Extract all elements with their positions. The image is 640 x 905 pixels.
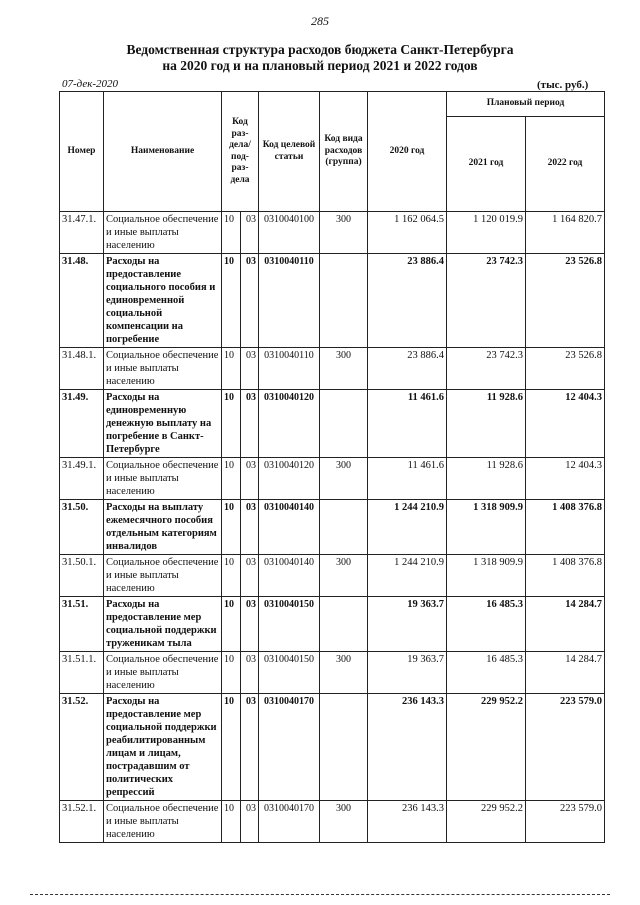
row-section: 10 <box>222 254 241 348</box>
row-amount-2022: 14 284.7 <box>526 652 605 694</box>
row-amount-2022: 1 408 376.8 <box>526 555 605 597</box>
row-section: 10 <box>222 597 241 652</box>
document-title <box>0 42 640 74</box>
row-subsection: 03 <box>241 555 259 597</box>
row-kind-code <box>320 254 368 348</box>
units-note: (тыс. руб.) <box>537 79 589 91</box>
row-number: 31.48. <box>60 254 104 348</box>
row-amount-2022: 1 164 820.7 <box>526 212 605 254</box>
row-subsection: 03 <box>241 694 259 801</box>
row-section: 10 <box>222 555 241 597</box>
row-target-code: 0310040110 <box>259 254 320 348</box>
row-amount-2021: 229 952.2 <box>447 694 526 801</box>
row-amount-2020: 23 886.4 <box>368 348 447 390</box>
table-row <box>60 348 605 390</box>
row-amount-2021: 1 318 909.9 <box>447 500 526 555</box>
row-amount-2022: 23 526.8 <box>526 348 605 390</box>
row-number: 31.47.1. <box>60 212 104 254</box>
row-target-code: 0310040100 <box>259 212 320 254</box>
header-year-2022: 2022 год <box>526 117 605 212</box>
row-amount-2021: 16 485.3 <box>447 652 526 694</box>
row-subsection: 03 <box>241 254 259 348</box>
table-row <box>60 212 605 254</box>
page-number: 285 <box>311 14 329 28</box>
header-year-2021: 2021 год <box>447 117 526 212</box>
table-header <box>60 92 605 212</box>
row-number: 31.51. <box>60 597 104 652</box>
table-body <box>60 212 605 843</box>
row-amount-2021: 23 742.3 <box>447 348 526 390</box>
row-amount-2020: 236 143.3 <box>368 694 447 801</box>
row-subsection: 03 <box>241 652 259 694</box>
row-amount-2021: 1 120 019.9 <box>447 212 526 254</box>
row-kind-code: 300 <box>320 458 368 500</box>
row-number: 31.52. <box>60 694 104 801</box>
row-kind-code: 300 <box>320 652 368 694</box>
row-amount-2021: 23 742.3 <box>447 254 526 348</box>
row-number: 31.49.1. <box>60 458 104 500</box>
row-section: 10 <box>222 458 241 500</box>
row-section: 10 <box>222 390 241 458</box>
table-row <box>60 597 605 652</box>
row-amount-2022: 223 579.0 <box>526 694 605 801</box>
table-row <box>60 458 605 500</box>
row-number: 31.48.1. <box>60 348 104 390</box>
row-amount-2021: 229 952.2 <box>447 801 526 843</box>
table-row <box>60 390 605 458</box>
header-name: Наименование <box>104 92 222 212</box>
footer-divider <box>30 894 610 897</box>
row-name: Социальное обеспечение и иные выплаты населению <box>104 212 222 254</box>
row-amount-2022: 12 404.3 <box>526 390 605 458</box>
row-name: Социальное обеспечение и иные выплаты населению <box>104 348 222 390</box>
budget-table <box>59 91 605 843</box>
row-number: 31.49. <box>60 390 104 458</box>
header-kind-code: Код вида расходов (группа) <box>320 92 368 212</box>
row-name: Расходы на единовременную денежную выплату на погребение в Санкт-Петербурге <box>104 390 222 458</box>
row-amount-2020: 23 886.4 <box>368 254 447 348</box>
row-name: Социальное обеспечение и иные выплаты населению <box>104 555 222 597</box>
row-name: Расходы на предоставление мер социальной поддержки труженикам тыла <box>104 597 222 652</box>
table-row <box>60 652 605 694</box>
row-subsection: 03 <box>241 212 259 254</box>
row-kind-code <box>320 390 368 458</box>
row-name: Социальное обеспечение и иные выплаты населению <box>104 652 222 694</box>
row-amount-2020: 19 363.7 <box>368 597 447 652</box>
row-section: 10 <box>222 694 241 801</box>
row-subsection: 03 <box>241 801 259 843</box>
table-row <box>60 694 605 801</box>
row-target-code: 0310040110 <box>259 348 320 390</box>
document-date: 07-дек-2020 <box>62 78 119 90</box>
row-amount-2021: 16 485.3 <box>447 597 526 652</box>
row-section: 10 <box>222 500 241 555</box>
row-amount-2022: 12 404.3 <box>526 458 605 500</box>
title-line-2: на 2020 год и на плановый период 2021 и 2022 годов <box>162 58 478 73</box>
row-amount-2020: 11 461.6 <box>368 390 447 458</box>
row-kind-code: 300 <box>320 348 368 390</box>
row-section: 10 <box>222 212 241 254</box>
row-section: 10 <box>222 652 241 694</box>
row-subsection: 03 <box>241 458 259 500</box>
row-amount-2021: 11 928.6 <box>447 390 526 458</box>
row-kind-code: 300 <box>320 801 368 843</box>
header-target-code: Код целевой статьи <box>259 92 320 212</box>
row-amount-2021: 1 318 909.9 <box>447 555 526 597</box>
row-name: Расходы на предоставление мер социальной поддержки реабилитированным лицам и лицам, пострадавшим от политических репрессий <box>104 694 222 801</box>
row-target-code: 0310040150 <box>259 652 320 694</box>
row-subsection: 03 <box>241 390 259 458</box>
row-name: Социальное обеспечение и иные выплаты населению <box>104 458 222 500</box>
row-amount-2020: 236 143.3 <box>368 801 447 843</box>
row-amount-2022: 23 526.8 <box>526 254 605 348</box>
header-section-code: Код раз-дела/ под-раз-дела <box>222 92 259 212</box>
table-row <box>60 500 605 555</box>
row-target-code: 0310040150 <box>259 597 320 652</box>
row-kind-code <box>320 694 368 801</box>
row-kind-code <box>320 500 368 555</box>
header-number: Номер <box>60 92 104 212</box>
row-amount-2020: 19 363.7 <box>368 652 447 694</box>
row-subsection: 03 <box>241 597 259 652</box>
row-kind-code: 300 <box>320 212 368 254</box>
row-amount-2020: 1 244 210.9 <box>368 500 447 555</box>
row-kind-code <box>320 597 368 652</box>
row-amount-2020: 1 162 064.5 <box>368 212 447 254</box>
row-number: 31.50. <box>60 500 104 555</box>
row-amount-2020: 11 461.6 <box>368 458 447 500</box>
row-name: Социальное обеспечение и иные выплаты населению <box>104 801 222 843</box>
row-section: 10 <box>222 348 241 390</box>
row-number: 31.50.1. <box>60 555 104 597</box>
header-year-2020: 2020 год <box>368 92 447 212</box>
table-row <box>60 801 605 843</box>
row-target-code: 0310040170 <box>259 694 320 801</box>
row-target-code: 0310040120 <box>259 458 320 500</box>
row-number: 31.52.1. <box>60 801 104 843</box>
row-subsection: 03 <box>241 500 259 555</box>
row-target-code: 0310040120 <box>259 390 320 458</box>
row-section: 10 <box>222 801 241 843</box>
row-amount-2022: 14 284.7 <box>526 597 605 652</box>
row-number: 31.51.1. <box>60 652 104 694</box>
row-subsection: 03 <box>241 348 259 390</box>
header-planned-period: Плановый период <box>447 92 605 117</box>
row-amount-2020: 1 244 210.9 <box>368 555 447 597</box>
row-name: Расходы на выплату ежемесячного пособия отдельным категориям инвалидов <box>104 500 222 555</box>
row-amount-2021: 11 928.6 <box>447 458 526 500</box>
row-name: Расходы на предоставление социального пособия и единовременной социальной компенсации на погребение <box>104 254 222 348</box>
row-kind-code: 300 <box>320 555 368 597</box>
row-amount-2022: 1 408 376.8 <box>526 500 605 555</box>
row-target-code: 0310040170 <box>259 801 320 843</box>
row-target-code: 0310040140 <box>259 500 320 555</box>
row-amount-2022: 223 579.0 <box>526 801 605 843</box>
table-row <box>60 555 605 597</box>
table-row <box>60 254 605 348</box>
title-line-1: Ведомственная структура расходов бюджета Санкт-Петербурга <box>126 42 514 57</box>
row-target-code: 0310040140 <box>259 555 320 597</box>
